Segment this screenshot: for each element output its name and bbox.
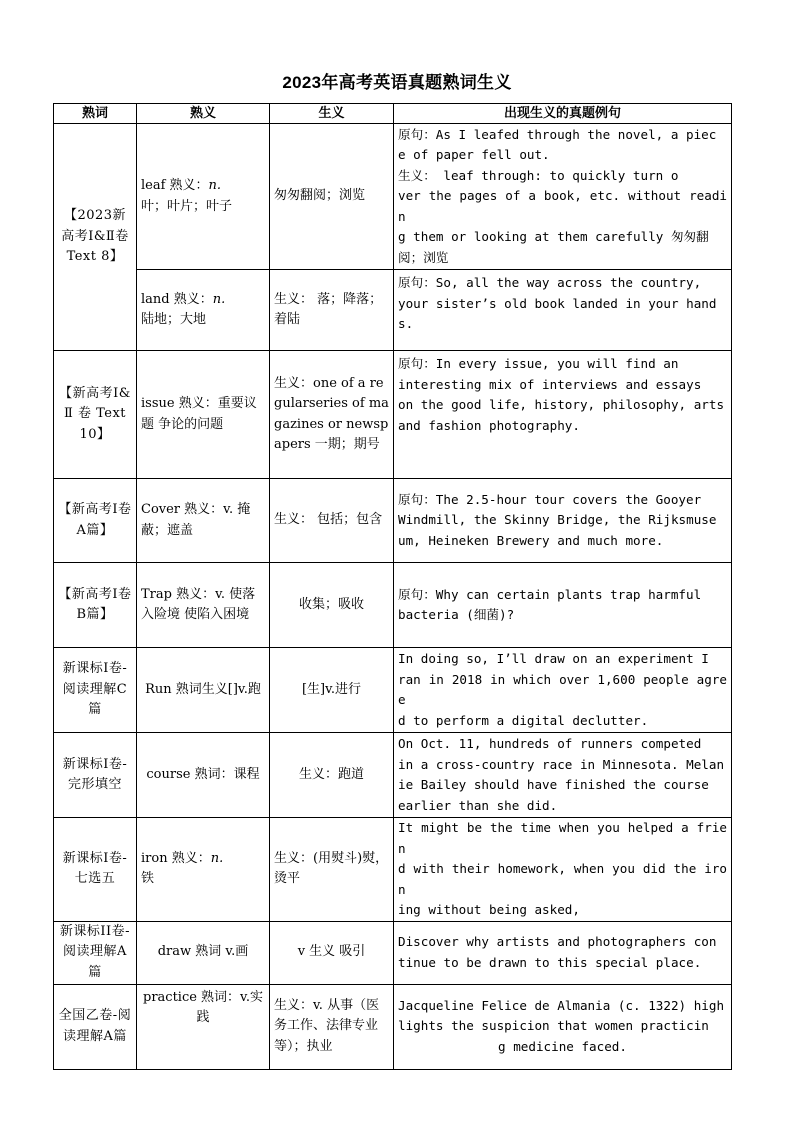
table-row <box>54 270 732 351</box>
header-shuyi: 熟义 <box>137 104 270 124</box>
familiar-meaning: Trap 熟义：v. 使落入险境 使陷入困境 <box>137 563 270 648</box>
new-meaning: 生义：v. 从事（医务工作、法律专业等）；执业 <box>270 984 394 1069</box>
example-sentence <box>394 818 732 922</box>
source-label: 【新高考Ⅰ&Ⅱ 卷 Text 10】 <box>54 351 137 479</box>
example-line: ing without being asked, <box>398 902 580 917</box>
example-sentence <box>394 648 732 733</box>
example-line: 原句：As I leafed through the novel, a piec <box>398 126 717 142</box>
example-line: s. <box>398 316 414 331</box>
vocabulary-table <box>53 103 732 1070</box>
header-example: 出现生义的真题例句 <box>394 104 732 124</box>
example-line: e of paper fell out. <box>398 147 550 163</box>
example-line: um, Heineken Brewery and much more. <box>398 532 664 548</box>
table-row <box>54 351 732 479</box>
familiar-meaning-gloss: 叶；叶片；叶子 <box>141 198 233 214</box>
table-row <box>54 984 732 1069</box>
new-meaning: v 生义 吸引 <box>270 921 394 984</box>
example-line: interesting mix of interviews and essays <box>398 376 702 392</box>
example-line: g them or looking at them carefully 匆匆翻 <box>398 229 709 245</box>
familiar-meaning <box>137 124 270 270</box>
source-label: 全国乙卷-阅读理解A篇 <box>54 984 137 1069</box>
header-shuci: 熟词 <box>54 104 137 124</box>
example-sentence <box>394 351 732 479</box>
source-label: 新课标Ⅰ卷-七选五 <box>54 818 137 922</box>
new-meaning: 生义： 落；降落；着陆 <box>270 270 394 351</box>
example-line: ran in 2018 in which over 1,600 people agree <box>398 671 727 707</box>
table-header-row <box>54 104 732 124</box>
example-sentence <box>394 921 732 984</box>
example-sentence <box>394 563 732 648</box>
example-sentence <box>394 270 732 351</box>
new-meaning: 生义：one of a regularseries of magazines or newspapers 一期；期号 <box>270 351 394 479</box>
familiar-meaning-text: land 熟义： <box>141 291 213 307</box>
source-label: 新课标II卷-阅读理解A篇 <box>54 921 137 984</box>
example-line: d to perform a digital declutter. <box>398 712 649 728</box>
source-label: 新课标Ⅰ卷-阅读理解C篇 <box>54 648 137 733</box>
example-line: ver the pages of a book, etc. without readin <box>398 188 727 224</box>
example-line: 原句：So, all the way across the country, <box>398 275 702 290</box>
new-meaning: 生义：(用熨斗)熨，烫平 <box>270 818 394 922</box>
table-row <box>54 648 732 733</box>
example-line: on the good life, history, philosophy, arts <box>398 397 725 412</box>
page-title: 2023年高考英语真题熟词生义 <box>282 73 512 92</box>
source-label: 【2023新高考Ⅰ&Ⅱ卷 Text 8】 <box>54 124 137 351</box>
table-row <box>54 124 732 270</box>
familiar-meaning <box>137 818 270 922</box>
example-line: tinue to be drawn to this special place. <box>398 954 702 970</box>
example-line: bacteria (细菌)? <box>398 607 515 622</box>
example-line: d with their homework, when you did the iron <box>398 861 727 897</box>
example-line: On Oct. 11, hundreds of runners competed <box>398 736 702 751</box>
familiar-meaning-text: leaf 熟义： <box>141 178 209 193</box>
example-line: earlier than she did. <box>398 797 558 813</box>
example-line: Discover why artists and photographers con <box>398 934 717 949</box>
example-line: Jacqueline Felice de Almania (c. 1322) high <box>398 997 725 1013</box>
part-of-speech: n. <box>208 178 222 193</box>
example-line: Windmill, the Skinny Bridge, the Rijksmuse <box>398 512 717 528</box>
header-shengyi: 生义 <box>270 104 394 124</box>
example-line: In doing so, I’ll draw on an experiment I <box>398 651 709 666</box>
example-line: your sister’s old book landed in your hand <box>398 295 717 311</box>
source-label: 【新高考Ⅰ卷 A篇】 <box>54 479 137 563</box>
familiar-meaning: issue 熟义：重要议题 争论的问题 <box>137 351 270 479</box>
table-row <box>54 818 732 922</box>
example-sentence <box>394 479 732 563</box>
new-meaning: 收集；吸收 <box>270 563 394 648</box>
example-line: in a cross-country race in Minnesota. Melan <box>398 756 725 772</box>
familiar-meaning <box>137 270 270 351</box>
example-line: 原句：In every issue, you will find an <box>398 356 679 371</box>
part-of-speech: n. <box>212 291 226 307</box>
new-meaning: 匆匆翻阅；浏览 <box>270 124 394 270</box>
familiar-meaning: Run 熟词生义[]v.跑 <box>137 648 270 733</box>
familiar-meaning-text: iron 熟义： <box>141 850 211 866</box>
familiar-meaning: Cover 熟义：v. 掩蔽；遮盖 <box>137 479 270 563</box>
example-line: lights the suspicion that women practicin <box>398 1018 709 1034</box>
table-row <box>54 479 732 563</box>
example-line: 生义： leaf through: to quickly turn o <box>398 167 679 183</box>
example-line: g medicine faced. <box>498 1038 627 1054</box>
example-line: 原句：The 2.5-hour tour covers the Gooyer <box>398 491 702 507</box>
example-line: and fashion photography. <box>398 417 580 433</box>
example-line: 阅；浏览 <box>398 249 449 265</box>
part-of-speech: n. <box>210 850 224 866</box>
source-label: 【新高考Ⅰ卷 B篇】 <box>54 563 137 648</box>
familiar-meaning: draw 熟词 v.画 <box>137 921 270 984</box>
new-meaning: 生义： 包括；包含 <box>270 479 394 563</box>
table-row <box>54 733 732 818</box>
table-row <box>54 563 732 648</box>
new-meaning: 生义：跑道 <box>270 733 394 818</box>
familiar-meaning-gloss: 陆地；大地 <box>141 312 207 327</box>
familiar-meaning: practice 熟词：v.实践 <box>137 984 270 1069</box>
familiar-meaning-gloss: 铁 <box>141 871 155 887</box>
example-line: 原句：Why can certain plants trap harmful <box>398 586 702 602</box>
example-line: ie Bailey should have finished the course <box>398 777 709 792</box>
table-row <box>54 921 732 984</box>
example-line: It might be the time when you helped a frien <box>398 820 727 856</box>
example-sentence <box>394 733 732 818</box>
example-sentence <box>394 984 732 1069</box>
example-sentence <box>394 124 732 270</box>
new-meaning: [生]v.进行 <box>270 648 394 733</box>
source-label: 新课标Ⅰ卷-完形填空 <box>54 733 137 818</box>
familiar-meaning: course 熟词：课程 <box>137 733 270 818</box>
